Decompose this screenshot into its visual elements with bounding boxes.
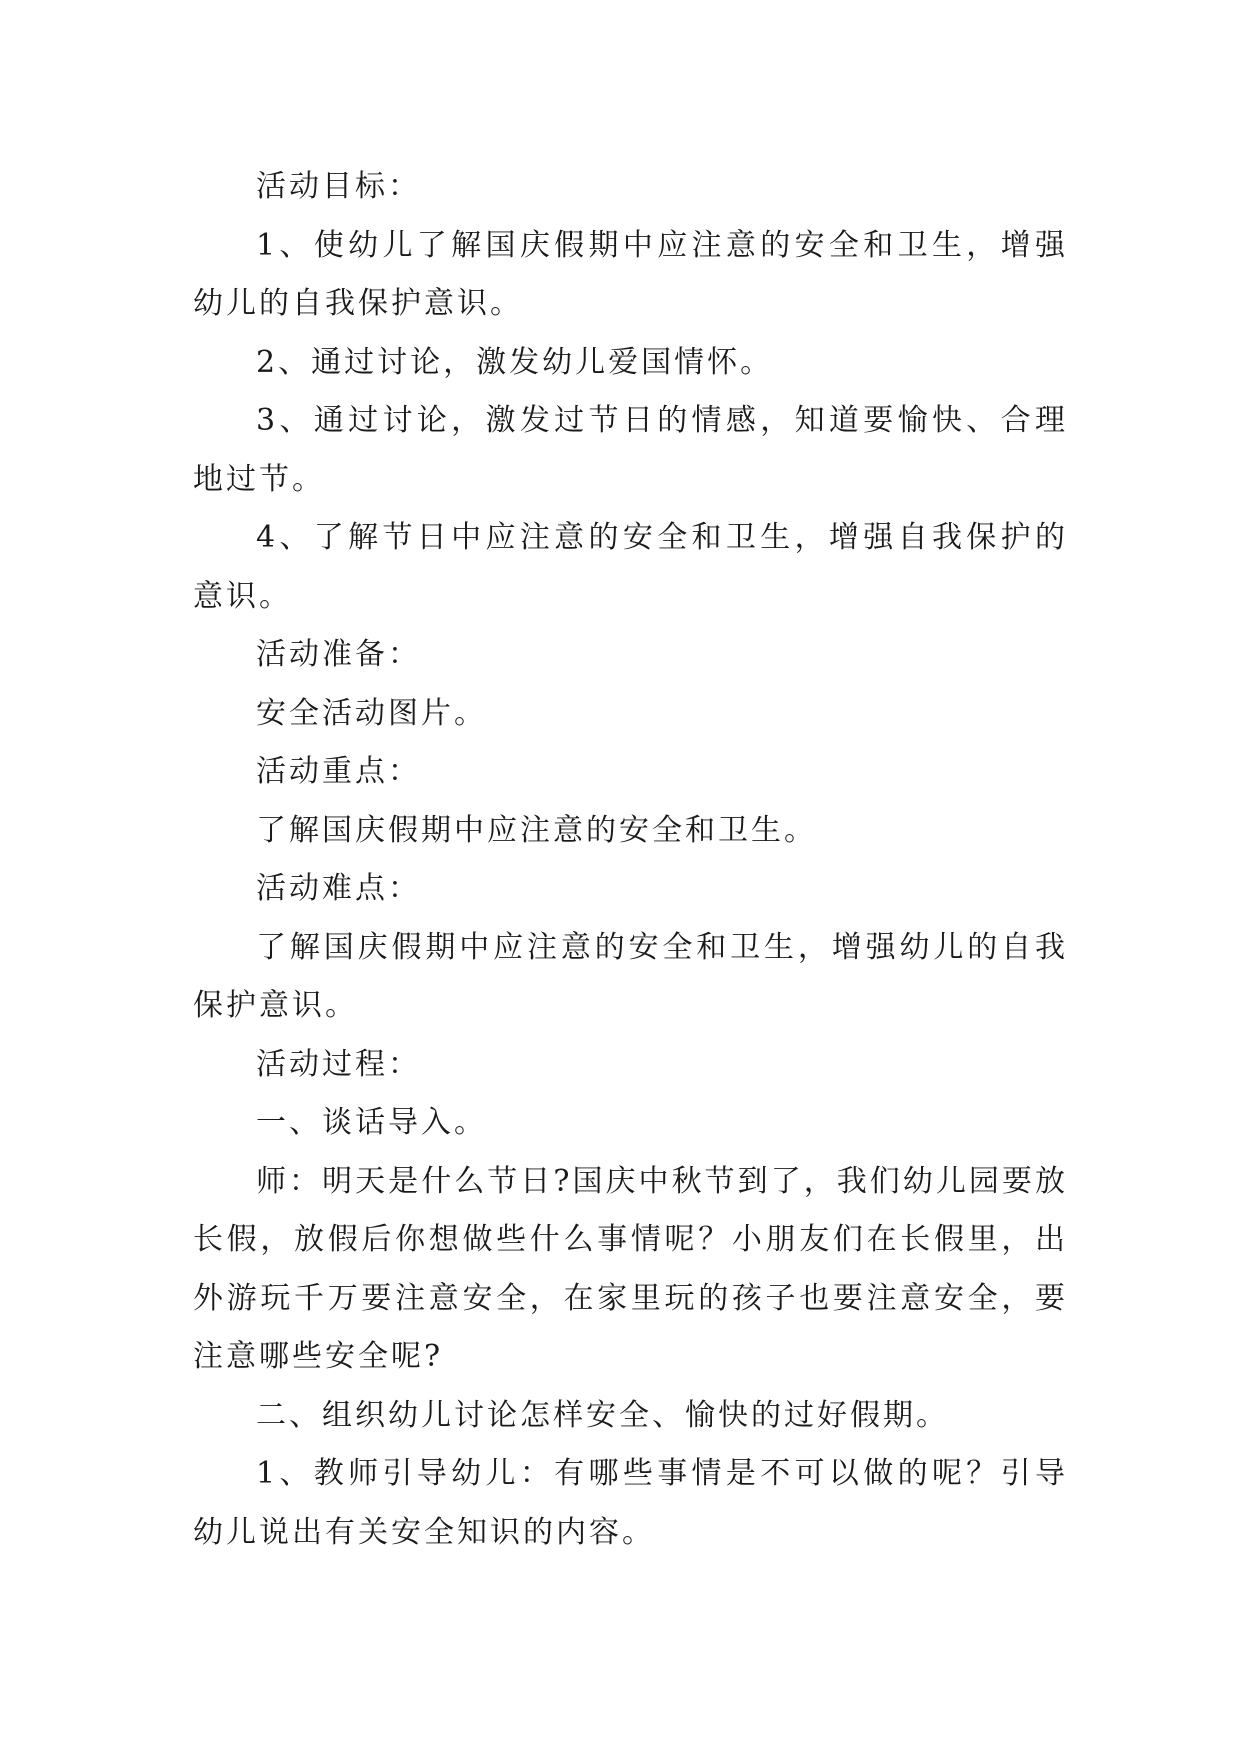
process-step-1: 一、谈话导入。 bbox=[256, 1105, 487, 1140]
process-step-2-item-1: 1、教师引导幼儿：有哪些事情是不可以做的呢？引导幼儿说出有关安全知识的内容。 bbox=[193, 1456, 1068, 1550]
goal-item-3: 3、通过讨论，激发过节日的情感，知道要愉快、合理地过节。 bbox=[193, 403, 1068, 497]
preparation-text: 安全活动图片。 bbox=[256, 695, 487, 731]
heading-activity-goals: 活动目标： bbox=[256, 169, 421, 204]
teacher-dialogue: 师：明天是什么节日?国庆中秋节到了，我们幼儿园要放长假，放假后你想做些什么事情呢？小朋友们在长假里，出外游玩千万要注意安全，在家里玩的孩子也要注意安全，要注意哪些安全呢? bbox=[193, 1163, 1068, 1374]
heading-activity-focus: 活动重点： bbox=[256, 754, 421, 789]
goal-item-2: 2、通过讨论，激发幼儿爱国情怀。 bbox=[256, 344, 774, 380]
difficulty-text: 了解国庆假期中应注意的安全和卫生，增强幼儿的自我保护意识。 bbox=[193, 929, 1068, 1023]
heading-activity-process: 活动过程： bbox=[256, 1046, 421, 1082]
document-body bbox=[193, 158, 1068, 1562]
heading-activity-preparation: 活动准备： bbox=[256, 637, 421, 672]
process-step-2: 二、组织幼儿讨论怎样安全、愉快的过好假期。 bbox=[256, 1397, 949, 1433]
goal-item-4: 4、了解节日中应注意的安全和卫生，增强自我保护的意识。 bbox=[193, 520, 1068, 614]
goal-item-1: 1、使幼儿了解国庆假期中应注意的安全和卫生，增强幼儿的自我保护意识。 bbox=[193, 227, 1068, 321]
focus-text: 了解国庆假期中应注意的安全和卫生。 bbox=[256, 812, 817, 848]
heading-activity-difficulty: 活动难点： bbox=[256, 871, 421, 906]
